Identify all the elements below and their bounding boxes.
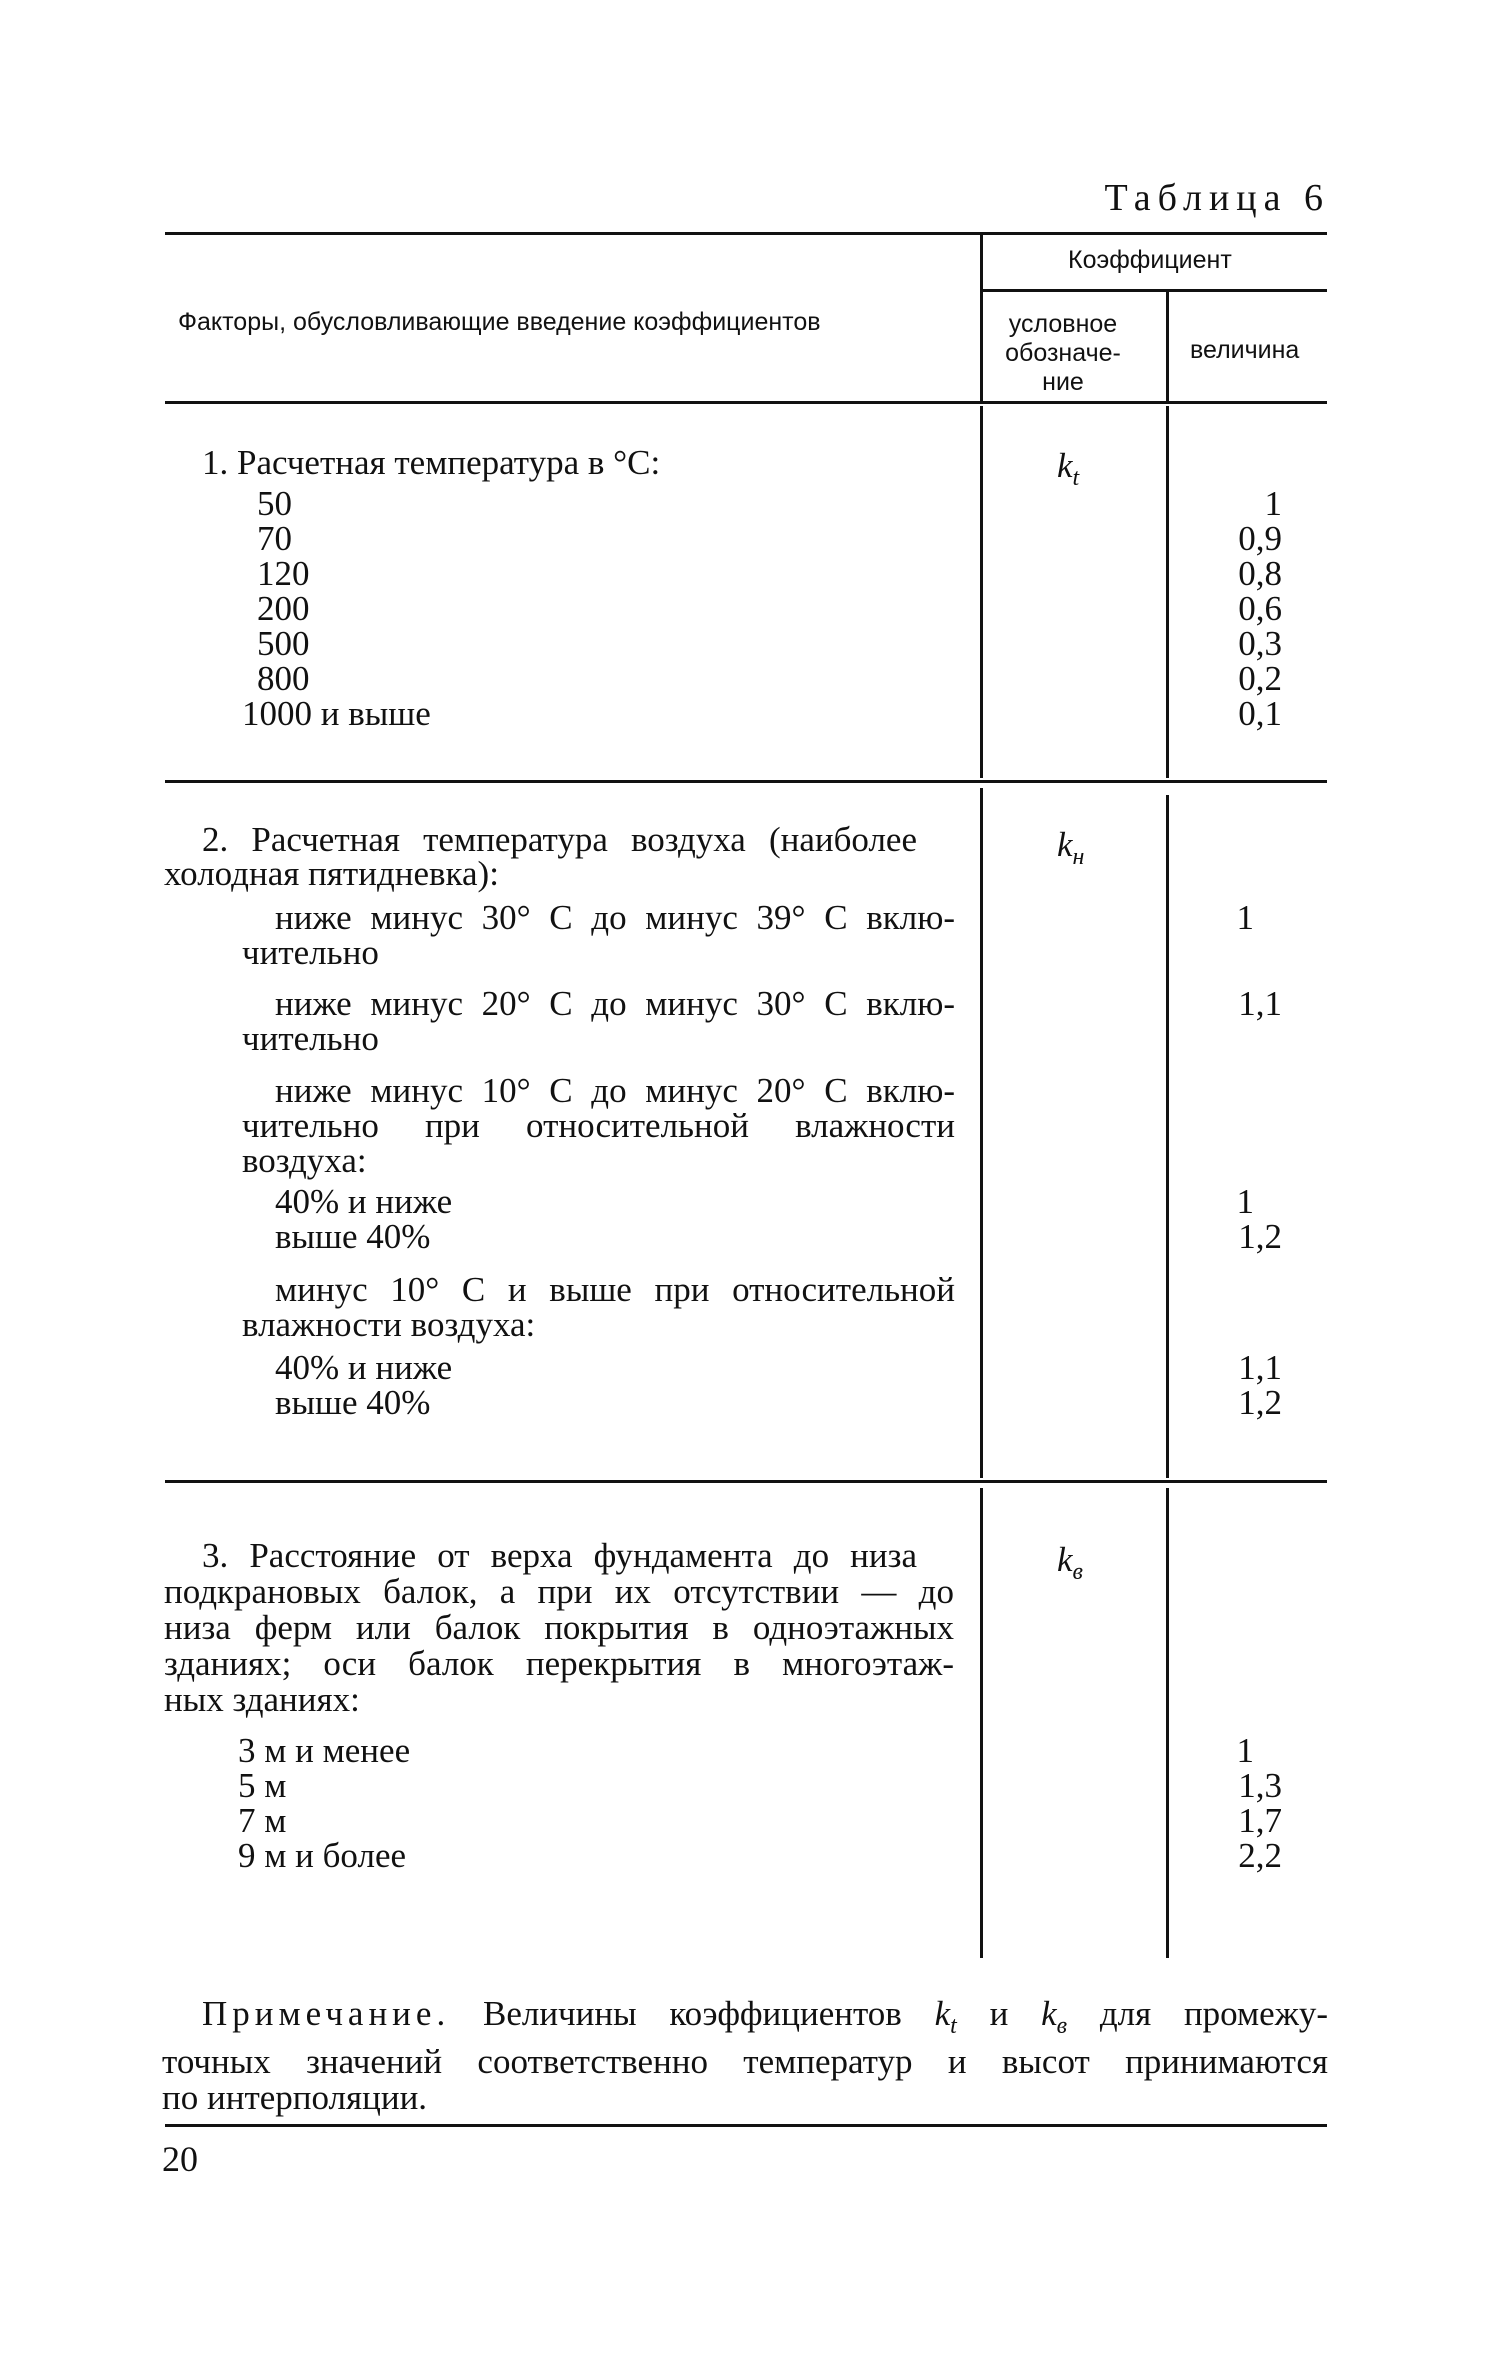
note-label: Примечание. bbox=[202, 1994, 451, 2033]
coefficient-header-rule bbox=[982, 289, 1327, 292]
column-divider-left-header bbox=[980, 235, 983, 401]
section1-row-label: 50 bbox=[257, 484, 292, 523]
section2-item3-row-value: 1 bbox=[1236, 1182, 1254, 1221]
section3-symbol bbox=[1057, 1540, 1083, 1586]
section2-item2-value: 1,1 bbox=[1238, 984, 1282, 1023]
header-coefficient: Коэффициент bbox=[1068, 246, 1232, 274]
section1-row-label: 200 bbox=[257, 589, 310, 628]
note-text: для промежу- bbox=[1099, 1994, 1329, 2033]
section3-title-line: 3. Расстояние от верха фундамента до низа bbox=[202, 1536, 917, 1575]
column-divider-right-s3 bbox=[1166, 1488, 1169, 1958]
section3-row-label: 9 м и более bbox=[238, 1836, 407, 1875]
section3-row-value: 1 bbox=[1236, 1731, 1254, 1770]
symbol-base: k bbox=[1057, 825, 1073, 864]
section1-row-value: 0,6 bbox=[1238, 589, 1282, 628]
section1-row-value: 0,9 bbox=[1238, 519, 1282, 558]
section1-title: 1. Расчетная температура в °С: bbox=[202, 443, 661, 482]
symbol-subscript: t bbox=[950, 2013, 957, 2039]
section3-title-line: зданиях; оси балок перекрытия в многоэтаж- bbox=[164, 1644, 954, 1683]
header-bottom-rule bbox=[165, 401, 1327, 404]
column-divider-right-header bbox=[1166, 292, 1169, 401]
section2-title-line: холодная пятидневка): bbox=[164, 854, 499, 893]
column-divider-left-s2 bbox=[980, 788, 983, 1478]
section2-item4-row-value: 1,2 bbox=[1238, 1383, 1282, 1422]
header-value: величина bbox=[1190, 336, 1300, 364]
section1-row-label: 800 bbox=[257, 659, 310, 698]
table-top-rule bbox=[165, 232, 1327, 235]
column-divider-right-s2 bbox=[1166, 795, 1169, 1478]
header-symbol bbox=[998, 310, 1128, 397]
section3-title-line: ных зданиях: bbox=[164, 1680, 360, 1719]
section2-item3-row-label: 40% и ниже bbox=[275, 1182, 453, 1221]
section2-item1-line: ниже минус 30° С до минус 39° С вклю- bbox=[275, 898, 955, 937]
section2-item3-line: воздуха: bbox=[242, 1141, 367, 1180]
section2-item4-row-value: 1,1 bbox=[1238, 1348, 1282, 1387]
note-line-3: по интерполяции. bbox=[162, 2078, 428, 2117]
note-line-2: точных значений соответственно температур и высот принимаются bbox=[162, 2042, 1328, 2081]
section2-item2-line: ниже минус 20° С до минус 30° С вклю- bbox=[275, 984, 955, 1023]
section1-row-label: 500 bbox=[257, 624, 310, 663]
section1-row-label: 1000 и выше bbox=[242, 694, 431, 733]
section2-item1-line: чительно bbox=[242, 933, 379, 972]
section2-bottom-rule bbox=[165, 1480, 1327, 1483]
note-line-1 bbox=[202, 1996, 1328, 2044]
section2-title-line: 2. Расчетная температура воздуха (наиболее bbox=[202, 820, 917, 859]
section3-row-value: 1,7 bbox=[1238, 1801, 1282, 1840]
page-bottom-rule bbox=[165, 2124, 1327, 2127]
note-text: Величины коэффициентов bbox=[482, 1994, 902, 2033]
header-symbol-line: условное bbox=[1008, 310, 1118, 338]
symbol-subscript: н bbox=[1072, 844, 1085, 870]
symbol-base: k bbox=[1041, 1994, 1057, 2033]
note-symbol-kt bbox=[934, 1994, 957, 2039]
column-divider-left-s1 bbox=[980, 406, 983, 778]
section2-item4-line: минус 10° С и выше при относительной bbox=[275, 1270, 955, 1309]
section2-item3-line: чительно при относительной влажности bbox=[242, 1106, 955, 1145]
column-divider-right-s1 bbox=[1166, 406, 1169, 778]
symbol-subscript: в bbox=[1072, 1559, 1083, 1585]
section2-item3-row-value: 1,2 bbox=[1238, 1217, 1282, 1256]
header-symbol-line: ние bbox=[1042, 368, 1084, 396]
section3-row-label: 7 м bbox=[238, 1801, 287, 1840]
section2-item3-row-label: выше 40% bbox=[275, 1217, 431, 1256]
section1-row-label: 70 bbox=[257, 519, 292, 558]
section3-row-label: 5 м bbox=[238, 1766, 287, 1805]
section3-row-value: 2,2 bbox=[1238, 1836, 1282, 1875]
symbol-base: k bbox=[934, 1994, 951, 2033]
symbol-base: k bbox=[1057, 446, 1073, 485]
section2-item3-line: ниже минус 10° С до минус 20° С вклю- bbox=[275, 1071, 955, 1110]
section3-row-label: 3 м и менее bbox=[238, 1731, 411, 1770]
section3-row-value: 1,3 bbox=[1238, 1766, 1282, 1805]
section2-item1-value: 1 bbox=[1236, 898, 1254, 937]
section1-row-value: 0,3 bbox=[1238, 624, 1282, 663]
header-factors: Факторы, обусловливающие введение коэффициентов bbox=[178, 308, 821, 336]
header-symbol-line: обозначе- bbox=[1005, 339, 1121, 367]
symbol-subscript: в bbox=[1056, 2013, 1068, 2039]
section1-bottom-rule bbox=[165, 780, 1327, 783]
section3-title-line: низа ферм или балок покрытия в одноэтажных bbox=[164, 1608, 954, 1647]
page-number: 20 bbox=[162, 2139, 198, 2179]
note-and: и bbox=[989, 1994, 1009, 2033]
section2-item4-row-label: 40% и ниже bbox=[275, 1348, 453, 1387]
section3-title-line: подкрановых балок, а при их отсутствии — до bbox=[164, 1572, 954, 1611]
table-title: Таблица 6 bbox=[1104, 177, 1330, 219]
symbol-base: k bbox=[1057, 1540, 1073, 1579]
symbol-subscript: t bbox=[1072, 465, 1080, 491]
section1-symbol bbox=[1057, 446, 1079, 492]
section2-item2-line: чительно bbox=[242, 1019, 379, 1058]
section2-item4-line: влажности воздуха: bbox=[242, 1305, 536, 1344]
table-note bbox=[162, 1994, 1329, 2117]
section1-row-label: 120 bbox=[257, 554, 310, 593]
section2-symbol bbox=[1057, 825, 1084, 871]
column-divider-left-s3 bbox=[980, 1488, 983, 1958]
section1-row-value: 1 bbox=[1264, 484, 1282, 523]
section1-row-value: 0,8 bbox=[1238, 554, 1282, 593]
section2-item4-row-label: выше 40% bbox=[275, 1383, 431, 1422]
section1-row-value: 0,2 bbox=[1238, 659, 1282, 698]
section1-row-value: 0,1 bbox=[1238, 694, 1282, 733]
note-symbol-kv bbox=[1041, 1994, 1068, 2039]
